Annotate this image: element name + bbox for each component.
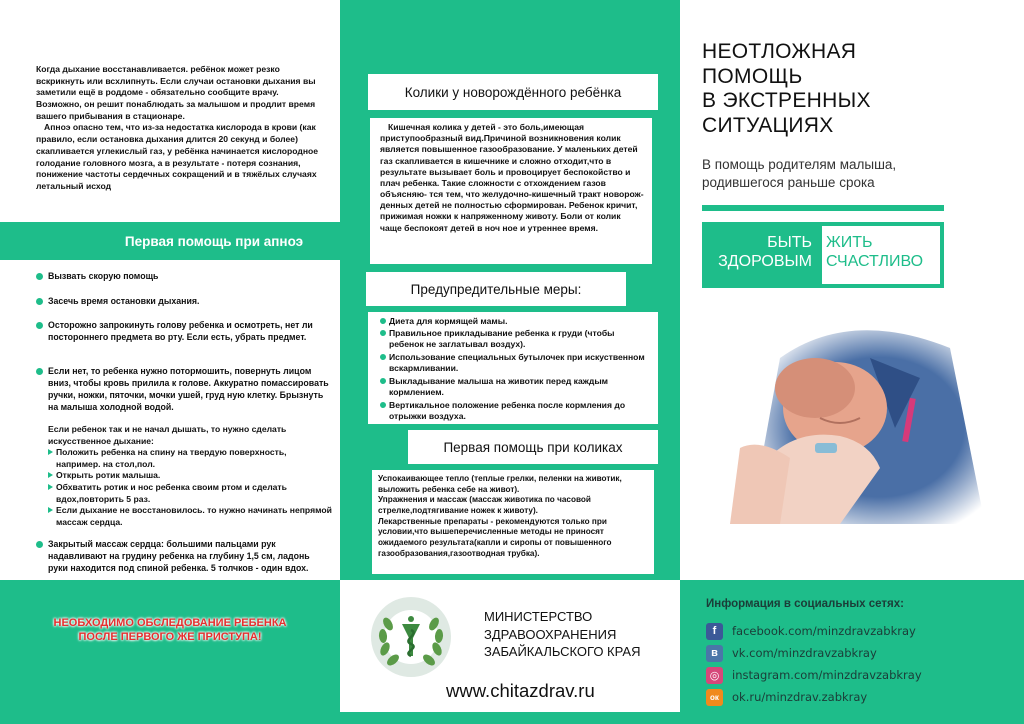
exam-warning: НЕОБХОДИМО ОБСЛЕДОВАНИЕ РЕБЕНКА ПОСЛЕ ПЕРВОГО ЖЕ ПРИСТУПА! [53, 617, 287, 643]
slogan-left: БЫТЬ ЗДОРОВЫМ [718, 234, 812, 271]
prevention-item-2: Правильное прикладывание ребенка к груди (чтобы ребенок не заглатывал воздух). [380, 328, 650, 349]
colic-text-box [370, 118, 652, 264]
apnea-step-4: Если нет, то ребенка нужно потормошить, повернуть лицом вниз, чтобы кровь прилила к голове. Аккуратно помассировать ручки, ножки, пяточки, мочки ушей, груд ную клетку. Брызнуть на малыша холодной водой. [36, 366, 331, 414]
apnea-step-2: Засечь время остановки дыхания. [36, 296, 331, 308]
colic-aid-heading: Первая помощь при коликах [408, 430, 658, 464]
slogan-right: ЖИТЬ СЧАСТЛИВО [826, 234, 924, 271]
cover-subtitle: В помощь родителям малыша, родившегося раньше срока [702, 157, 897, 190]
cpr-step-4: Если дыхание не восстановилось. то нужно начинать непрямой массаж сердца. [48, 505, 333, 528]
social-instagram[interactable]: ◎ instagram.com/minzdravzabkray [706, 666, 922, 684]
cover-title: НЕОТЛОЖНАЯ ПОМОЩЬ В ЭКСТРЕННЫХ СИТУАЦИЯХ [702, 40, 871, 137]
website-link[interactable]: www.chitazdrav.ru [446, 680, 595, 701]
cover-divider [702, 205, 944, 211]
facebook-icon: f [706, 623, 723, 640]
colic-aid-text-1: Успокаивающее тепло (теплые грелки, пеленки на животик, выложить ребенка себе на живот). [378, 474, 622, 494]
social-odnoklassniki[interactable]: ок ok.ru/minzdrav.zabkray [706, 688, 867, 706]
prevention-item-1: Диета для кормящей мамы. [380, 316, 650, 327]
ministry-name: МИНИСТЕРСТВО ЗДРАВООХРАНЕНИЯ ЗАБАЙКАЛЬСКОГО КРАЯ [484, 609, 641, 660]
colic-aid-text-3: Лекарственные препараты - рекомендуются только при условии,что вышеперечисленные методы не приносят ожидаемого результата(капли и сиропы от повышенного газообразования,газоотводная трубка). [378, 516, 612, 558]
cpr-step-2: Открыть ротик малыша. [48, 470, 333, 482]
apnea-intro-p2: Апноэ опасно тем, что из-за недостатка кислорода в крови (как правило, если остановка дыхания длится 20 секунд и более) скапливается углекислый газ, у ребёнка начинается кислородное голодание головного мозга, а в результате - потеря сознания, понижение частоты сердечных сокращений и в тяжёлых случаях летальный исход [36, 122, 319, 191]
colic-text: Кишечная колика у детей - это боль,имеющая приступообразный вид.Причиной возникновения колик является повышенное газообразование. У маленьких детей газ скапливается в кишечнике и сложно отходит,что в результате вызывает боль и провоцирует беспокойство и плач ребенка. Такие сложности с отхождением газов объясняю- тся тем, что желудочно-кишечный тракт новорож- денных детей не полностью сформирован. Ребенок кричит, прижимая ножки к напряженному животу. Боли от колик чаще беспокоят детей в ноч ное и утреннее время. [380, 122, 644, 233]
prevention-item-4: Выкладывание малыша на животик перед каждым кормлением. [380, 376, 650, 397]
colic-heading: Колики у новорождённого ребёнка [368, 74, 658, 110]
prevention-item-5: Вертикальное положение ребенка после кормления до отрыжки воздуха. [380, 400, 650, 421]
apnea-step-1: Вызвать скорую помощь [36, 271, 331, 283]
social-vk[interactable]: в vk.com/minzdravzabkray [706, 644, 877, 662]
social-title: Информация в социальных сетях: [706, 598, 904, 610]
ministry-emblem-icon [368, 594, 454, 680]
social-facebook[interactable]: f facebook.com/minzdravzabkray [706, 622, 916, 640]
colic-aid-box [372, 470, 654, 574]
prevention-box [368, 312, 658, 424]
instagram-icon: ◎ [706, 667, 723, 684]
odnoklassniki-icon: ок [706, 689, 723, 706]
prevention-heading: Предупредительные меры: [366, 272, 626, 306]
cpr-step-3: Обхватить ротик и нос ребенка своим ртом и сделать вдох,повторить 5 раз. [48, 482, 333, 505]
apnea-intro-p1: Когда дыхание восстанавливается. ребёнок может резко вскрикнуть или всхлипнуть. Если случаи остановки дыхания вы заметили ещё в роддоме - обязательно сообщите врачу. Возможно, он решит понаблюдать за малышом и продлит время вашего прибывания в стационаре. [36, 64, 316, 121]
cpr-intro: Если ребенок так и не начал дышать, то нужно сделать искусственное дыхание: [48, 424, 287, 446]
newborn-photo [720, 318, 990, 524]
cpr-step-1: Положить ребенка на спину на твердую поверхность, например. на стол,пол. [48, 447, 333, 470]
ministry-panel-strip [340, 712, 680, 724]
colic-aid-text-2: Упражнения и массаж (массаж животика по часовой стрелке,подтягивание ножек к животу). [378, 495, 591, 515]
apnea-step-3: Осторожно запрокинуть голову ребенка и осмотреть, нет ли постороннего предмета во рту. Если есть, убрать предмет. [36, 320, 331, 344]
heart-massage: Закрытый массаж сердца: большими пальцами рук надавливают на грудину ребенка на глубину 1,5 см, ладонь руки находится под спиной ребенка. 5 толчков - один вдох. [36, 539, 331, 575]
apnea-heading: Первая помощь при апноэ [124, 233, 304, 249]
prevention-item-3: Использование специальных бутылочек при искуственном вскармливании. [380, 352, 650, 373]
vk-icon: в [706, 645, 723, 662]
apnea-intro [36, 64, 326, 193]
